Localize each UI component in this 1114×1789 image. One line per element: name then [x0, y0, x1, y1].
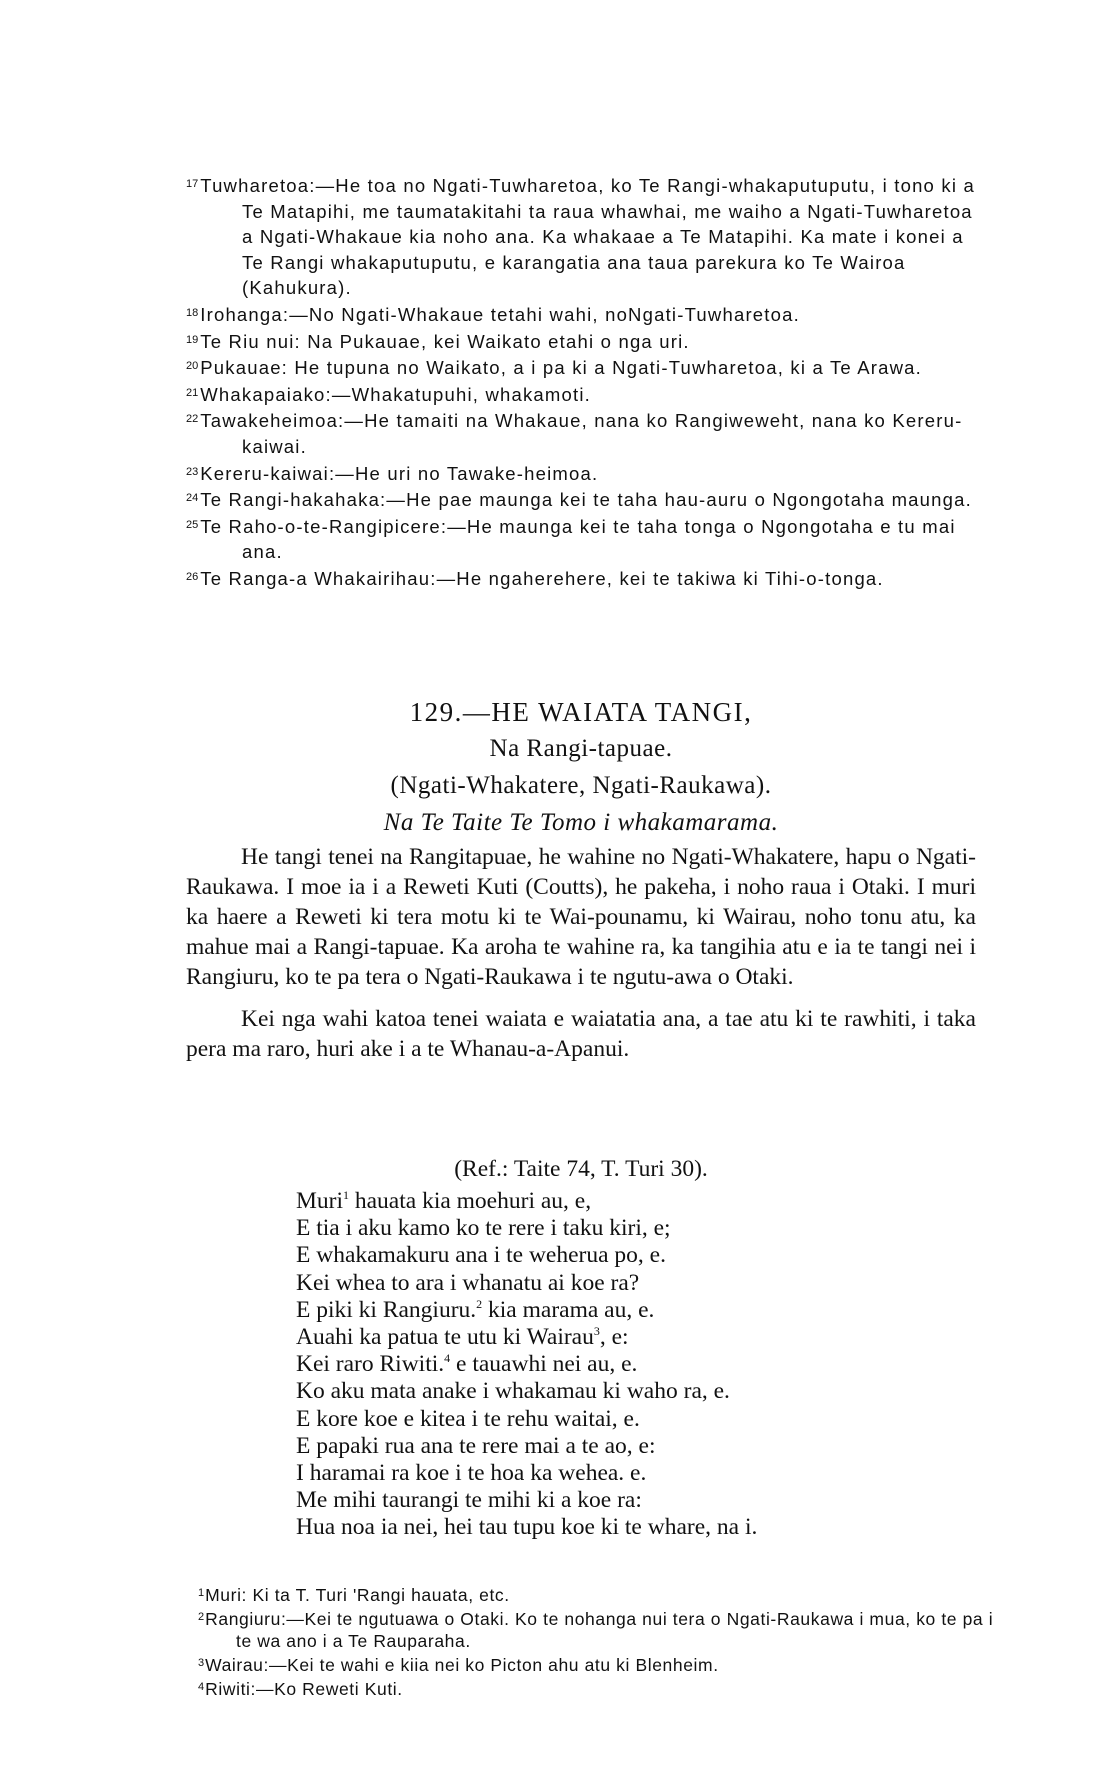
song-title: 129.—HE WAIATA TANGI,: [409, 697, 753, 727]
song-introduction: [186, 842, 976, 1076]
song-tribes: (Ngati-Whakatere, Ngati-Raukawa).: [390, 772, 772, 799]
note-21: [186, 381, 976, 408]
note-text: Te Riu nui: Na Pukauae, kei Waikato etahi o nga uri.: [200, 330, 690, 352]
footnote-3: [198, 1652, 998, 1676]
song-verse: [296, 1188, 986, 1542]
footnotes: [198, 1582, 998, 1700]
verse-line: Hua noa ia nei, hei tau tupu koe ki te whare, na i.: [296, 1514, 758, 1541]
note-number: 18: [186, 306, 199, 319]
note-number: 19: [186, 333, 199, 346]
footnote-marker: 3: [593, 1324, 600, 1339]
note-text: Te Rangi-hakahaka:—He pae maunga kei te taha hau-auru o Ngongotaha maunga.: [200, 489, 972, 511]
note-text: Whakapaiako:—Whakatupuhi, whakamoti.: [200, 383, 592, 405]
song-reference: (Ref.: Taite 74, T. Turi 30).: [454, 1156, 708, 1182]
note-24: [186, 486, 976, 513]
footnote-number: 1: [198, 1587, 205, 1599]
preceding-song-notes: [186, 172, 976, 592]
verse-line: E whakamakuru ana i te weherua po, e.: [296, 1242, 666, 1269]
verse-line: Ko aku mata anake i whakamau ki waho ra, e.: [296, 1378, 730, 1405]
note-20: [186, 354, 976, 381]
note-number: 24: [186, 492, 199, 505]
song-narrator: Na Te Taite Te Tomo i whakamarama.: [383, 809, 779, 836]
footnote-number: 3: [198, 1657, 205, 1669]
verse-line: Kei raro Riwiti.$^4$ e tauawhi nei au, e.: [296, 1351, 638, 1378]
footnote-text: Rangiuru:—Kei te ngutuawa o Otaki. Ko te nohanga nui tera o Ngati-Raukawa i mua, ko te pa i te wa ano i a Te Rauparaha.: [205, 1609, 994, 1651]
verse-line: E piki ki Rangiuru.$^2$ kia marama au, e.: [296, 1296, 655, 1323]
note-number: 20: [186, 360, 199, 373]
footnote-text: Riwiti:—Ko Reweti Kuti.: [205, 1679, 403, 1699]
note-17: [186, 172, 976, 301]
note-text: Irohanga:—No Ngati-Whakaue tetahi wahi, noNgati-Tuwharetoa.: [200, 303, 800, 325]
footnote-number: 4: [198, 1681, 205, 1693]
note-text: Kereru-kaiwai:—He uri no Tawake-heimoa.: [200, 462, 599, 484]
verse-line: E tia i aku kamo ko te rere i taku kiri, e;: [296, 1215, 671, 1242]
verse-line: E kore koe e kitea i te rehu waitai, e.: [296, 1405, 640, 1432]
note-text: Tawakeheimoa:—He tamaiti na Whakaue, nana ko Rangiweweht, nana ko Kereru-kaiwai.: [200, 410, 963, 457]
note-18: [186, 301, 976, 328]
note-number: 21: [186, 386, 199, 399]
verse-line: I haramai ra koe i te hoa ka wehea. e.: [296, 1460, 647, 1487]
note-number: 17: [186, 178, 199, 190]
intro-paragraph: He tangi tenei na Rangitapuae, he wahine no Ngati-Whakatere, hapu o Ngati-Raukawa. I moe ia i a Reweti Kuti (Coutts), he pakeha, i noho raua i Otaki. I muri ka haere a Reweti ki tera motu ki te Wai-pounamu, ki Wairau, noho tonu atu, ka mahue mai a Rangi-tapuae. Ka aroha te wahine ra, ka tangihia atu e ia te tangi nei i Rangiuru, ko te pa tera o Ngati-Raukawa i te ngutu-awa o Otaki.: [186, 844, 976, 990]
footnote-marker: 2: [476, 1296, 483, 1311]
footnote-4: [198, 1676, 998, 1700]
note-text: Pukauae: He tupuna no Waikato, a i pa ki a Ngati-Tuwharetoa, ki a Te Arawa.: [200, 357, 923, 379]
note-22: [186, 407, 976, 459]
intro-paragraph: Kei nga wahi katoa tenei waiata e waiatatia ana, a tae atu ki te rawhiti, i taka pera ma raro, huri ake i a te Whanau-a-Apanui.: [186, 1006, 976, 1062]
note-number: 22: [186, 413, 199, 426]
footnote-marker: 4: [444, 1351, 451, 1366]
verse-line: Me mihi taurangi te mihi ki a koe ra:: [296, 1487, 642, 1514]
note-number: 25: [186, 518, 199, 531]
note-19: [186, 328, 976, 355]
footnote-1: [198, 1582, 998, 1606]
footnote-2: [198, 1606, 998, 1652]
song-heading: [186, 693, 976, 841]
note-number: 26: [186, 570, 199, 583]
verse-line: E papaki rua ana te rere mai a te ao, e:: [296, 1432, 656, 1459]
note-text: Te Raho-o-te-Rangipicere:—He maunga kei te taha tonga o Ngongotaha e tu mai ana.: [200, 515, 956, 563]
verse-line: Kei whea to ara i whanatu ai koe ra?: [296, 1269, 640, 1296]
footnote-marker: 1: [343, 1188, 349, 1202]
note-text: Te Ranga-a Whakairihau:—He ngaherehere, kei te takiwa ki Tihi-o-tonga.: [200, 567, 884, 589]
note-26: [186, 565, 976, 592]
verse-line: Muri$^1$ hauata kia moehuri au, e,: [296, 1188, 592, 1214]
note-23: [186, 460, 976, 487]
verse-line: Auahi ka patua te utu ki Wairau$^3$, e:: [296, 1324, 629, 1351]
note-text: Tuwharetoa:—He toa no Ngati-Tuwharetoa, ko Te Rangi-whakaputuputu, i tono ki a Te Matapihi, me taumatakitahi ta raua whawhai, me waiho a Ngati-Tuwharetoa a Ngati-Whakaue kia noho ana. Ka whakaae a Te Matapihi. Ka mate i konei a Te Rangi whakaputuputu, e karangatia ana taua parekura ko Te Wairoa (Kahukura).: [200, 175, 975, 299]
footnote-number: 2: [198, 1611, 205, 1623]
note-25: [186, 513, 976, 565]
note-number: 23: [186, 465, 199, 478]
footnote-text: Muri: Ki ta T. Turi 'Rangi hauata, etc.: [205, 1585, 510, 1605]
footnote-text: Wairau:—Kei te wahi e kiia nei ko Picton ahu atu ki Blenheim.: [205, 1655, 719, 1675]
song-author: Na Rangi-tapuae.: [489, 735, 673, 762]
